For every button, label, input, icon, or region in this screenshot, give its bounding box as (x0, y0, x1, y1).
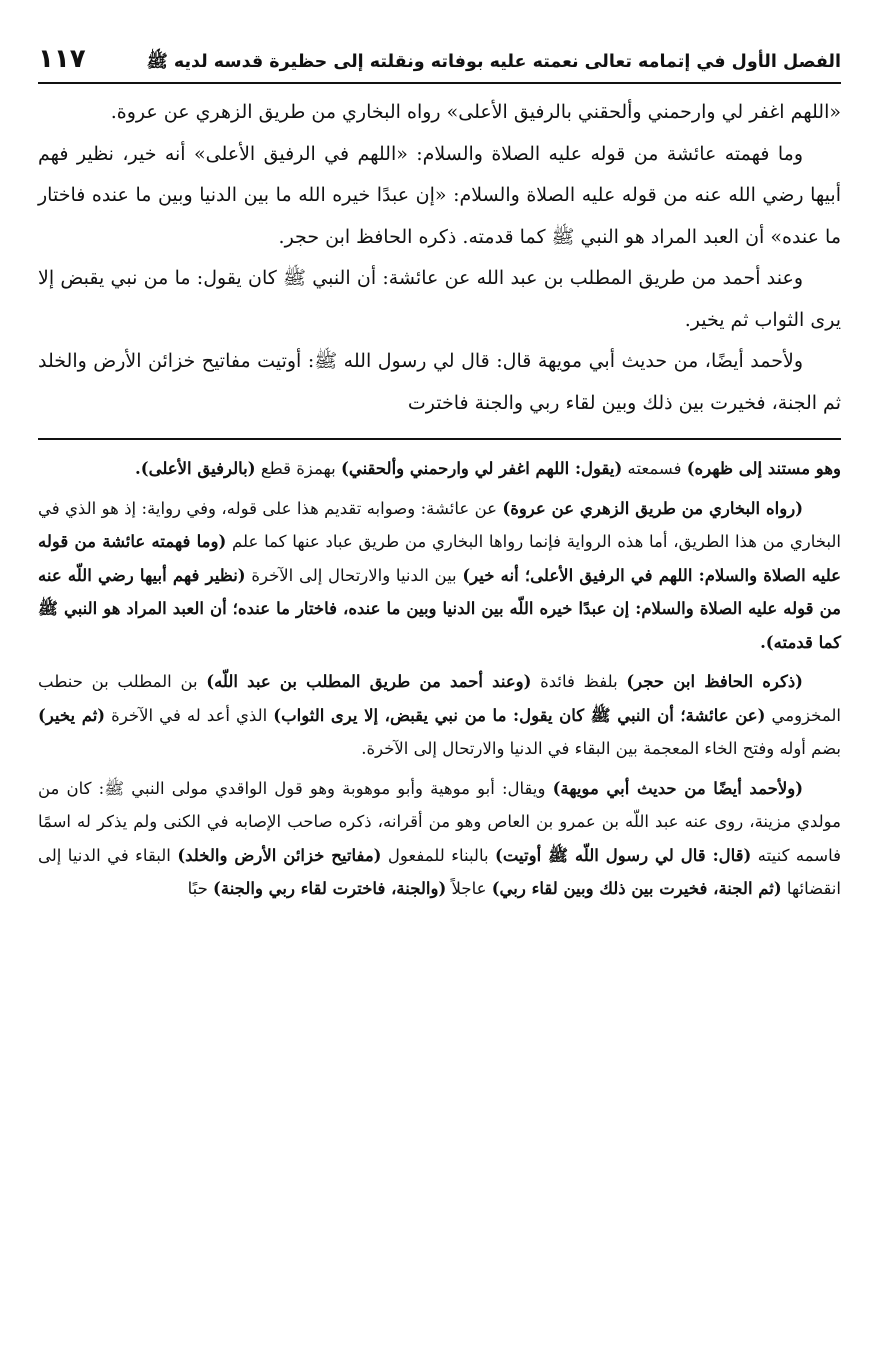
commentary-paragraph (38, 665, 841, 766)
quoted-text: (رواه البخاري من طريق الزهري عن عروة) (502, 498, 803, 518)
commentary-text: عاجلاً (446, 879, 492, 898)
header-rule (38, 82, 841, 84)
quoted-text: (بالرفيق الأعلى). (135, 459, 256, 478)
commentary-text: بين الدنيا والارتحال إلى الآخرة (245, 565, 463, 585)
commentary (38, 452, 841, 906)
commentary-text: بالبناء للمفعول (381, 845, 496, 865)
quoted-text: (وعند أحمد من طريق المطلب بن عبد اللّه) (206, 672, 532, 691)
quoted-text: (ولأحمد أيضًا من حديث أبي مويهة) (552, 778, 804, 798)
commentary-separator (38, 438, 841, 440)
running-header (38, 30, 841, 76)
commentary-paragraph (38, 452, 841, 486)
quoted-text: (قال: قال لي رسول اللّه ﷺ أوتيت) (495, 845, 752, 865)
commentary-text: ويقال: أبو موهية وأبو موهوبة وهو قول الواقدي مولى النبي ﷺ: كان من مولدي مزينة، روى عنه عبد اللّه بن عمرو بن العاص وهو من أقرانه، ذكره صاحب الإصابه في الكنى ولم يذكر له اسمًا فاسمه كنيته (38, 778, 841, 865)
main-text (38, 92, 841, 424)
commentary-text: بهمزة قطع (255, 459, 342, 478)
quoted-text: وهو مستند إلى ظهره) (686, 459, 841, 478)
main-paragraph: وما فهمته عائشة من قوله عليه الصلاة والسلام: «اللهم في الرفيق الأعلى» أنه خير، نظير فهم أبيها رضي الله عنه من قوله عليه الصلاة والسلام: «إن عبدًا خيره الله ما بين الدنيا وبين ما عنده فاختار ما عنده» أن العبد المراد هو النبي ﷺ كما قدمته. ذكره الحافظ ابن حجر. (38, 142, 841, 248)
commentary-paragraph (38, 492, 841, 660)
commentary-text: بلفظ فائدة (531, 672, 627, 691)
commentary-text: فسمعته (622, 459, 687, 478)
commentary-text: بن المطلب بن حنطب المخزومي (38, 672, 841, 725)
commentary-text: عن عائشة: وصوابه تقديم هذا على قوله، وفي رواية: إذ هو الذي في البخاري من هذا الطريق، أما هذه الرواية فإنما رواها البخاري من طريق عباد عنها كما علم (38, 498, 841, 551)
quoted-text: (والجنة، فاخترت لقاء ربي والجنة) (213, 879, 447, 898)
quoted-text: (ذكره الحافظ ابن حجر) (626, 672, 803, 691)
quoted-text: (مفاتيح خزائن الأرض والخلد) (177, 845, 382, 865)
commentary-text: الذي أعد له في الآخرة (105, 705, 274, 725)
page-number: ١١٧ (38, 44, 86, 74)
chapter-title: الفصل الأول في إتمامه تعالى نعمته عليه بوفاته ونقلته إلى حظيرة قدسه لديه ﷺ (146, 52, 841, 72)
commentary-paragraph (38, 772, 841, 906)
main-paragraph: وعند أحمد من طريق المطلب بن عبد الله عن عائشة: أن النبي ﷺ كان يقول: ما من نبي يقبض إلا يرى الثواب ثم يخير. (38, 267, 841, 331)
commentary-text: بضم أوله وفتح الخاء المعجمة بين البقاء في الدنيا والارتحال إلى الآخرة. (361, 739, 841, 758)
quoted-text: (ثم الجنة، فخيرت بين ذلك وبين لقاء ربي) (491, 879, 782, 898)
quoted-text: (ثم يخير) (38, 705, 106, 725)
quoted-text: (وما فهمته عائشة من قوله عليه الصلاة والسلام: اللهم في الرفيق الأعلى؛ أنه خير) (38, 532, 842, 585)
quoted-text: (عن عائشة؛ أن النبي ﷺ كان يقول: ما من نبي يقبض، إلا يرى الثواب) (273, 705, 766, 725)
quoted-text: (نظير فهم أبيها رضي اللّه عنه من قوله عليه الصلاة والسلام: إن عبدًا خيره اللّه بين الدنيا وبين ما عنده، فاختار ما عنده؛ أن العبد المراد هو النبي ﷺ كما قدمته). (38, 565, 841, 652)
commentary-text: حبًا (187, 879, 214, 898)
main-paragraph: ولأحمد أيضًا، من حديث أبي مويهة قال: قال لي رسول الله ﷺ: أوتيت مفاتيح خزائن الأرض والخلد ثم الجنة، فخيرت بين ذلك وبين لقاء ربي والجنة فاخترت (38, 350, 841, 414)
commentary-text: البقاء في الدنيا إلى انقضائها (38, 845, 841, 898)
main-paragraph: «اللهم اغفر لي وارحمني وألحقني بالرفيق الأعلى» رواه البخاري من طريق الزهري عن عروة. (110, 101, 841, 123)
quoted-text: (يقول: اللهم اغفر لي وارحمني وألحقني) (341, 459, 623, 478)
book-page (38, 30, 841, 912)
